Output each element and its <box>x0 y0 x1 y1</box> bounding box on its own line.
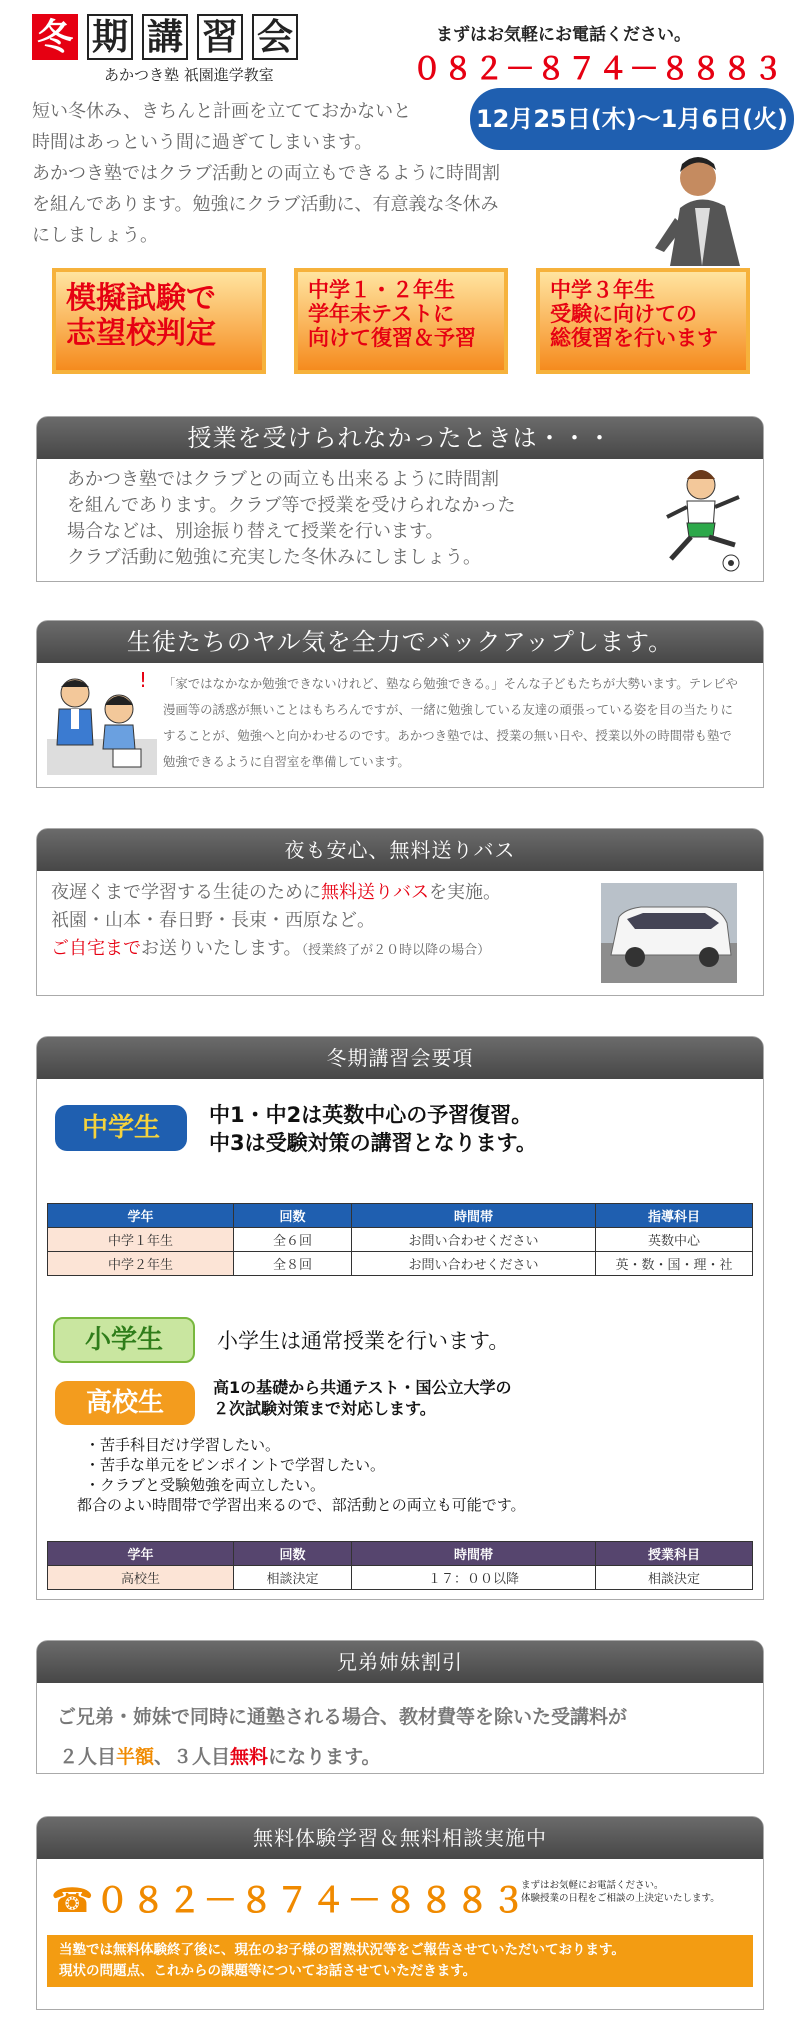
table-cell: 英・数・国・理・社 <box>596 1252 753 1276</box>
half-price-highlight: 半額 <box>116 1746 155 1768</box>
tag-line: 中学３年生 <box>550 278 655 302</box>
table-header-row <box>48 1542 753 1566</box>
text-line: まずはお気軽にお電話ください。 <box>521 1880 664 1891</box>
text-line: 当塾では無料体験終了後に、現在のお子様の習熟状況等をご報告させていただいております。 <box>59 1942 625 1958</box>
text-line: ご兄弟・姉妹で同時に通塾される場合、教材費等を除いた受講料が <box>57 1706 628 1728</box>
bus-line <box>51 879 611 907</box>
text-line: することが、勉強へと向かわせるのです。あかつき塾では、授業の無い日や、授業以外の時間帯も塾で <box>163 728 732 743</box>
tag-line: 模擬試験で <box>66 281 216 316</box>
tag-line: 向けて復習＆予習 <box>308 326 476 351</box>
motivation-section <box>36 620 764 788</box>
column-header: 学年 <box>48 1204 234 1228</box>
table-cell: お問い合わせください <box>352 1252 596 1276</box>
text-line: 勉強できるように自習室を準備しています。 <box>163 754 410 769</box>
text-line: 場合などは、別途振り替えて授業を行います。 <box>67 521 444 542</box>
intro-line: 時間はあっという間に過ぎてしまいます。 <box>32 132 373 153</box>
title-char: 会 <box>252 14 298 60</box>
trial-banner <box>47 1935 753 1987</box>
sibling-section <box>36 1640 764 1774</box>
header-phone[interactable]: ０８２－８７４－８８８３ <box>412 52 784 87</box>
teacher-photo <box>640 148 760 266</box>
trial-note <box>521 1879 720 1905</box>
column-header: 時間帯 <box>352 1542 596 1566</box>
bullet-item: ・苦手科目だけ学習したい。 <box>85 1436 281 1454</box>
text-line: クラブ活動に勉強に充実した冬休みにしましょう。 <box>67 547 481 568</box>
phone-number[interactable]: ０８２－８７４－８８８３ <box>95 1881 528 1921</box>
absence-text <box>37 459 763 571</box>
table-cell: 高校生 <box>48 1566 234 1590</box>
bullet-item: ・クラブと受験勉強を両立したい。 <box>85 1476 326 1494</box>
text: お送りいたします。 <box>141 938 302 959</box>
table-row <box>48 1228 753 1252</box>
column-header: 授業科目 <box>596 1542 753 1566</box>
text: を実施。 <box>429 882 501 903</box>
intro-line: にしましょう。 <box>32 225 158 246</box>
text-line: 高1の基礎から共通テスト・国公立大学の <box>213 1378 512 1397</box>
text-line: 現状の問題点、これからの課題等についてお話させていただきます。 <box>59 1963 477 1979</box>
table-row <box>48 1566 753 1590</box>
table-cell: 全８回 <box>234 1252 352 1276</box>
bus-section <box>36 828 764 996</box>
intro-line: を組んであります。勉強にクラブ活動に、有意義な冬休み <box>32 194 499 215</box>
tag-grade3 <box>536 268 750 374</box>
text-line: あかつき塾ではクラブとの両立も出来るように時間割 <box>67 469 499 490</box>
column-header: 時間帯 <box>352 1204 596 1228</box>
tag-line: 中学１・２年生 <box>308 278 455 302</box>
elem-badge: 小学生 <box>53 1317 195 1363</box>
table-cell: 相談決定 <box>234 1566 352 1590</box>
text-line: 中3は受験対策の講習となります。 <box>209 1131 537 1155</box>
door-highlight: ご自宅まで <box>51 938 141 959</box>
bus-photo <box>601 883 737 983</box>
hs-closing: 都合のよい時間帯で学習出来るので、部活動との両立も可能です。 <box>77 1496 526 1514</box>
motivation-text <box>163 671 763 775</box>
tag-mock-exam <box>52 268 266 374</box>
date-range: 12月25日(木)～1月6日(火) <box>475 105 789 133</box>
jhs-table <box>47 1203 753 1276</box>
table-row <box>48 1252 753 1276</box>
trial-phone[interactable] <box>51 1873 527 1922</box>
absence-section <box>36 416 764 582</box>
jhs-badge: 中学生 <box>55 1105 187 1151</box>
trial-section <box>36 1816 764 2010</box>
intro-line: あかつき塾ではクラブ活動との両立もできるように時間割 <box>32 163 500 184</box>
text: 、３人目 <box>154 1746 231 1768</box>
table-cell: 英数中心 <box>596 1228 753 1252</box>
text-line: 漫画等の誘惑が無いことはもちろんですが、一緒に勉強している友達の頑張っている姿を目の当たりに <box>163 702 733 717</box>
svg-text:!: ! <box>139 669 148 692</box>
study-illustration <box>47 669 157 777</box>
elem-description: 小学生は通常授業を行います。 <box>217 1329 510 1353</box>
text-line: ２次試験対策まで対応します。 <box>213 1399 436 1418</box>
text-line <box>57 1737 763 1777</box>
column-header: 学年 <box>48 1542 234 1566</box>
hs-description <box>213 1377 512 1419</box>
text-line: 体験授業の日程をご相談の上決定いたします。 <box>521 1893 720 1904</box>
text: 夜遅くまで学習する生徒のために <box>51 882 321 903</box>
title-char: 冬 <box>32 14 78 60</box>
tag-line: 受験に向けての <box>550 302 697 327</box>
text-line: 「家ではなかなか勉強できないけれど、塾なら勉強できる。」そんな子どもたちが大勢います。テレビや <box>163 676 738 691</box>
tag-line: 志望校判定 <box>66 315 216 351</box>
intro-text <box>32 96 572 251</box>
title-char: 習 <box>197 14 243 60</box>
section-heading: 無料体験学習＆無料相談実施中 <box>37 1817 763 1859</box>
table-cell: お問い合わせください <box>352 1228 596 1252</box>
column-header: 回数 <box>234 1204 352 1228</box>
section-heading: 夜も安心、無料送りバス <box>37 829 763 871</box>
text: ２人目 <box>59 1746 117 1768</box>
free-bus-highlight: 無料送りバス <box>321 882 429 903</box>
column-header: 回数 <box>234 1542 352 1566</box>
bus-note: （授業終了が２０時以降の場合） <box>301 943 491 958</box>
title-char: 講 <box>142 14 188 60</box>
free-highlight: 無料 <box>230 1746 269 1768</box>
text-line: を組んであります。クラブ等で授業を受けられなかった <box>67 495 516 516</box>
phone-icon: ☎ <box>51 1881 96 1921</box>
soccer-boy-illustration <box>657 459 757 579</box>
section-heading: 兄弟姉妹割引 <box>37 1641 763 1683</box>
intro-line: 短い冬休み、きちんと計画を立てておかないと <box>32 101 412 122</box>
table-cell: 中学２年生 <box>48 1252 234 1276</box>
section-heading: 冬期講習会要項 <box>37 1037 763 1079</box>
hs-table <box>47 1541 753 1590</box>
table-header-row <box>48 1204 753 1228</box>
table-cell: 中学１年生 <box>48 1228 234 1252</box>
hs-bullets <box>77 1435 526 1515</box>
text-line: 中1・中2は英数中心の予習復習。 <box>209 1103 533 1127</box>
bus-line: 祇園・山本・春日野・長束・西原など。 <box>51 910 375 931</box>
bus-line <box>51 935 611 965</box>
tag-grade12 <box>294 268 508 374</box>
tag-line: 学年末テストに <box>308 302 455 327</box>
table-cell: 相談決定 <box>596 1566 753 1590</box>
text: になります。 <box>268 1746 381 1768</box>
call-prompt: まずはお気軽にお電話ください。 <box>436 25 691 45</box>
sibling-text <box>37 1683 763 1777</box>
title-char: 期 <box>87 14 133 60</box>
outline-section <box>36 1036 764 1600</box>
table-cell: １７：００以降 <box>352 1566 596 1590</box>
table-cell: 全６回 <box>234 1228 352 1252</box>
school-name: あかつき塾 祇園進学教室 <box>104 66 274 84</box>
section-heading: 生徒たちのヤル気を全力でバックアップします。 <box>37 621 763 663</box>
tag-line: 総復習を行います <box>550 326 718 351</box>
bullet-item: ・苦手な単元をピンポイントで学習したい。 <box>85 1456 386 1474</box>
bus-text <box>51 879 611 965</box>
hs-badge: 高校生 <box>55 1381 195 1425</box>
column-header: 指導科目 <box>596 1204 753 1228</box>
section-heading: 授業を受けられなかったときは・・・ <box>37 417 763 459</box>
jhs-description <box>209 1101 537 1157</box>
